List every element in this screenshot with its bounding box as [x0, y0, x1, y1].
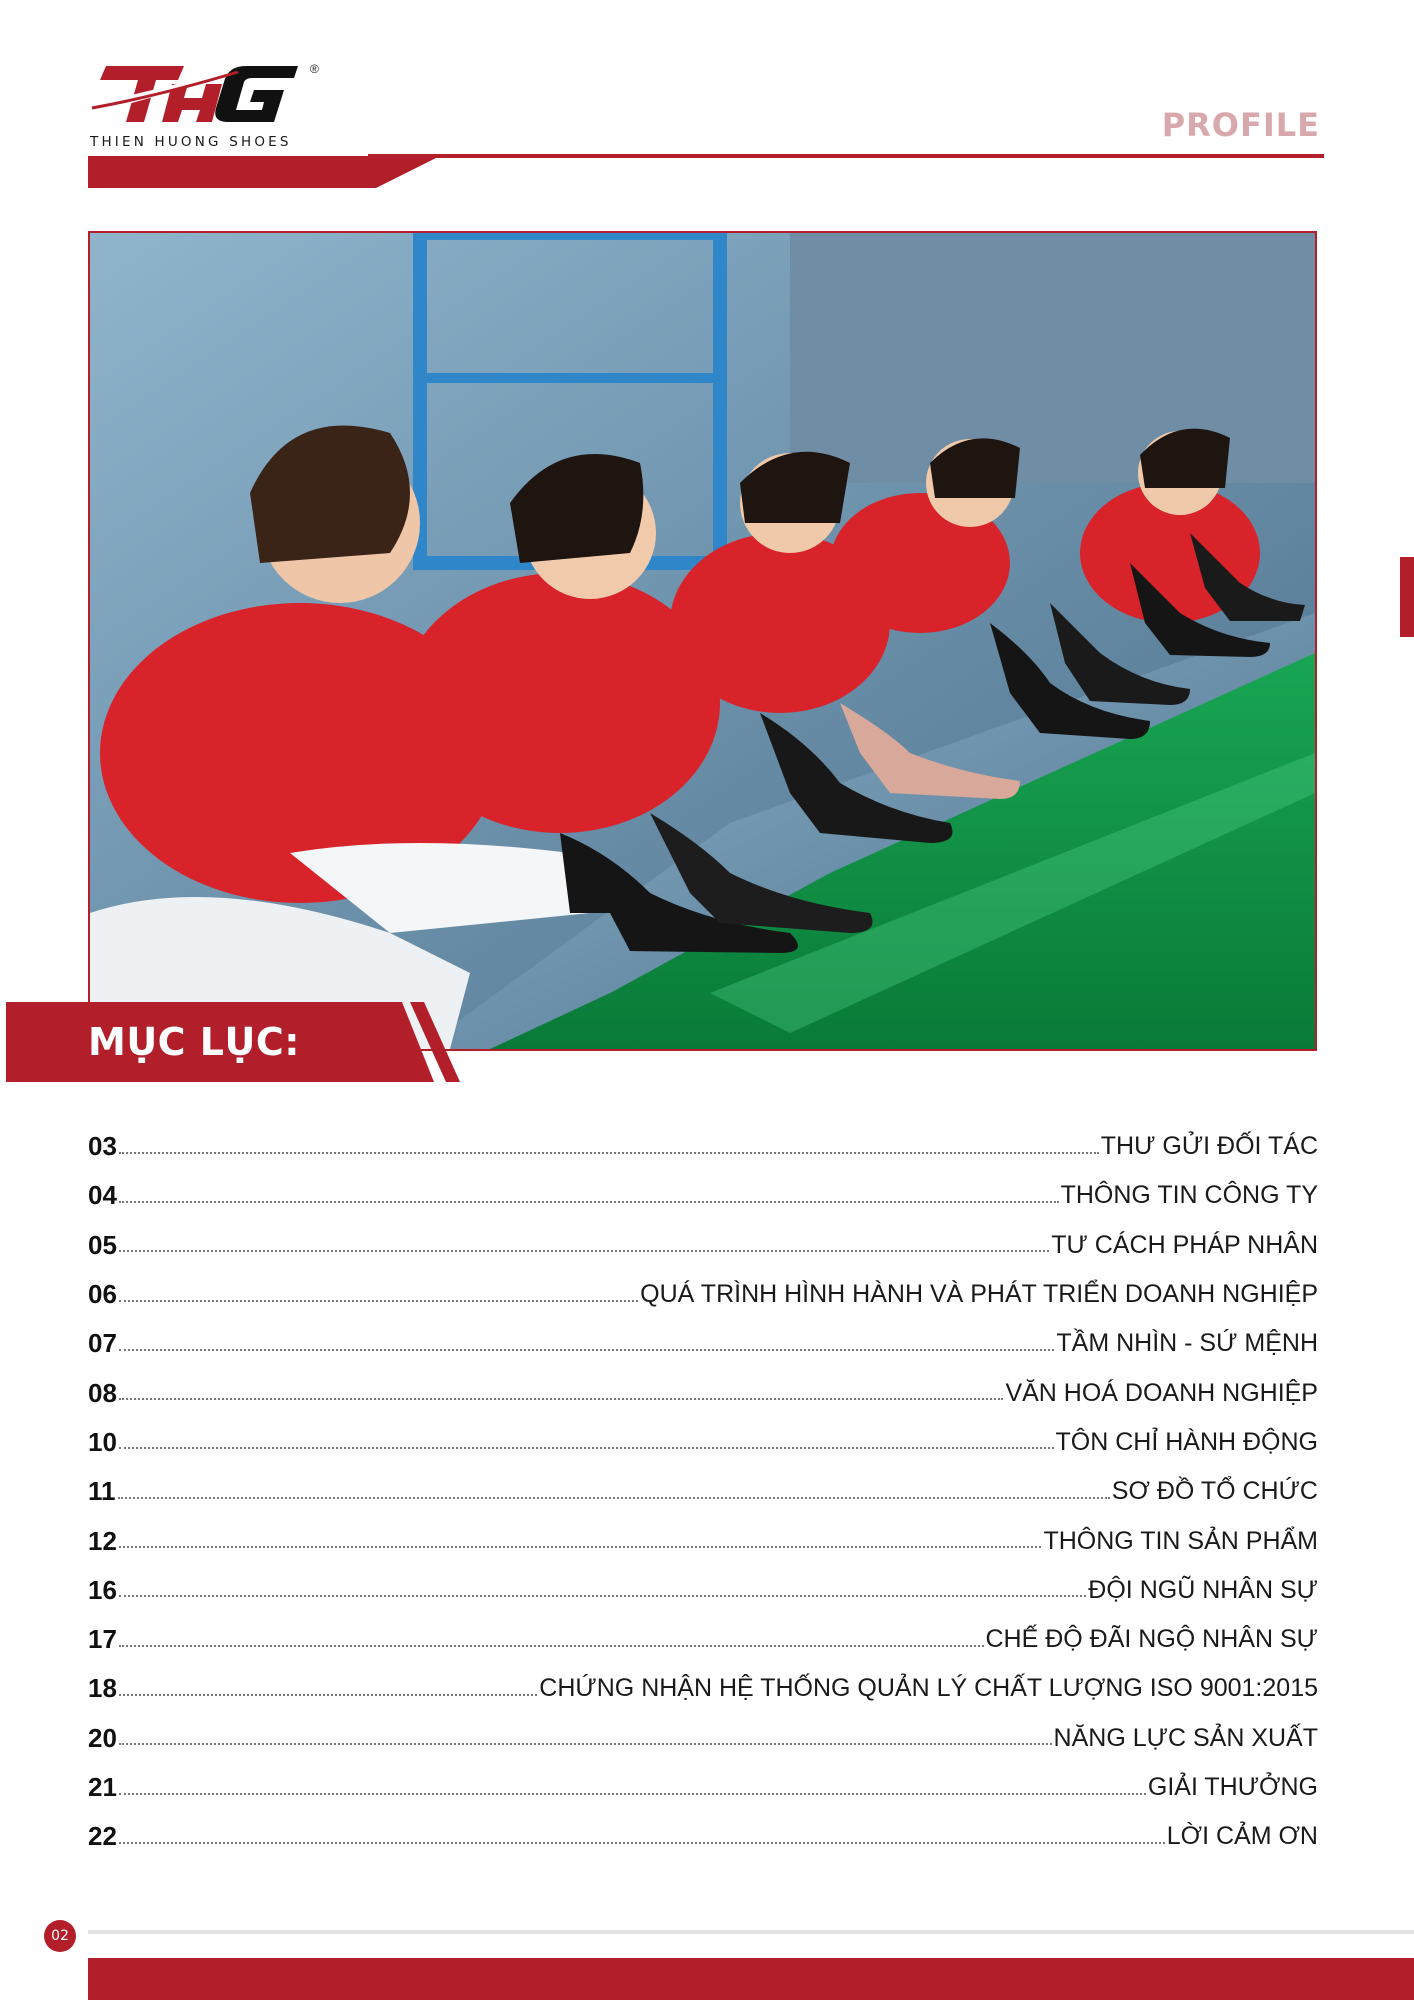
toc-entry[interactable]	[88, 1270, 1318, 1319]
toc-entry[interactable]	[88, 1516, 1318, 1565]
toc-dot-leader	[119, 1694, 537, 1696]
toc-entry[interactable]	[88, 1319, 1318, 1368]
toc-page-number: 03	[88, 1131, 117, 1162]
toc-entry-title: CHỨNG NHẬN HỆ THỐNG QUẢN LÝ CHẤT LƯỢNG ISO 9001:2015	[539, 1674, 1318, 1703]
toc-entry-title: ĐỘI NGŨ NHÂN SỰ	[1088, 1575, 1318, 1604]
hero-photo	[88, 231, 1317, 1051]
header-divider	[88, 154, 1324, 190]
toc-page-number: 22	[88, 1821, 117, 1852]
toc-entry-title: TẦM NHÌN - SỨ MỆNH	[1056, 1329, 1318, 1358]
company-logo	[88, 60, 328, 152]
toc-page-number: 18	[88, 1673, 117, 1704]
toc-page-number: 07	[88, 1328, 117, 1359]
toc-entry[interactable]	[88, 1664, 1318, 1713]
toc-entry-title: TÔN CHỈ HÀNH ĐỘNG	[1055, 1427, 1318, 1456]
toc-dot-leader	[119, 1595, 1086, 1597]
toc-entry-title: QUÁ TRÌNH HÌNH HÀNH VÀ PHÁT TRIỂN DOANH NGHIỆP	[640, 1280, 1318, 1309]
toc-entry[interactable]	[88, 1615, 1318, 1664]
toc-entry-title: GIẢI THƯỞNG	[1147, 1773, 1318, 1801]
factory-photo-illustration	[90, 233, 1315, 1049]
toc-entry-title: NĂNG LỰC SẢN XUẤT	[1053, 1723, 1318, 1752]
toc-entry[interactable]	[88, 1418, 1318, 1467]
toc-entry-title: THƯ GỬI ĐỐI TÁC	[1100, 1132, 1318, 1161]
toc-entry[interactable]	[88, 1368, 1318, 1417]
thg-logo-mark	[88, 60, 308, 130]
toc-entry[interactable]	[88, 1467, 1318, 1516]
toc-entry-title: VĂN HOÁ DOANH NGHIỆP	[1005, 1378, 1318, 1407]
toc-entry-title: SƠ ĐỒ TỔ CHỨC	[1111, 1477, 1318, 1506]
toc-dot-leader	[119, 1349, 1054, 1351]
footer-divider	[88, 1930, 1414, 1934]
toc-entry-title: THÔNG TIN CÔNG TY	[1060, 1181, 1318, 1210]
page-number-badge: 02	[44, 1920, 76, 1952]
toc-page-number: 12	[88, 1525, 117, 1556]
toc-dot-leader	[119, 1743, 1052, 1745]
logo-subtitle: THIEN HUONG SHOES	[90, 134, 292, 150]
toc-entry[interactable]	[88, 1221, 1318, 1270]
toc-entry-title: CHẾ ĐỘ ĐÃI NGỘ NHÂN SỰ	[985, 1625, 1318, 1654]
toc-dot-leader	[119, 1546, 1042, 1548]
toc-dot-leader	[119, 1793, 1146, 1795]
toc-page-number: 04	[88, 1180, 117, 1211]
toc-dot-leader	[119, 1398, 1004, 1400]
toc-page-number: 21	[88, 1772, 117, 1802]
toc-dot-leader	[119, 1645, 984, 1647]
toc-entry-title: LỜI CẢM ƠN	[1166, 1822, 1318, 1851]
toc-entry[interactable]	[88, 1171, 1318, 1220]
toc-entry-title: TƯ CÁCH PHÁP NHÂN	[1051, 1230, 1318, 1259]
registered-mark: ®	[310, 62, 319, 76]
toc-page-number: 16	[88, 1574, 117, 1605]
toc-dot-leader	[119, 1250, 1049, 1252]
section-label: PROFILE	[1161, 106, 1320, 144]
toc-dot-leader	[118, 1497, 1110, 1499]
toc-entry[interactable]	[88, 1763, 1318, 1812]
table-of-contents	[88, 1122, 1318, 1861]
toc-title: MỤC LỤC:	[88, 1020, 300, 1064]
toc-page-number: 06	[88, 1279, 117, 1310]
toc-entry[interactable]	[88, 1812, 1318, 1861]
toc-page-number: 20	[88, 1722, 117, 1753]
side-tab-marker	[1400, 557, 1414, 637]
toc-page-number: 11	[88, 1476, 116, 1507]
toc-dot-leader	[119, 1201, 1059, 1203]
toc-entry[interactable]	[88, 1714, 1318, 1763]
toc-dot-leader	[119, 1152, 1099, 1154]
toc-dot-leader	[119, 1300, 638, 1302]
toc-entry-title: THÔNG TIN SẢN PHẨM	[1043, 1526, 1318, 1555]
toc-dot-leader	[119, 1842, 1165, 1844]
toc-page-number: 17	[88, 1624, 117, 1655]
toc-page-number: 05	[88, 1229, 117, 1260]
toc-entry[interactable]	[88, 1122, 1318, 1171]
toc-page-number: 10	[88, 1426, 117, 1457]
toc-dot-leader	[119, 1447, 1054, 1449]
toc-entry[interactable]	[88, 1566, 1318, 1615]
toc-page-number: 08	[88, 1377, 117, 1408]
footer-bar	[88, 1958, 1414, 2000]
